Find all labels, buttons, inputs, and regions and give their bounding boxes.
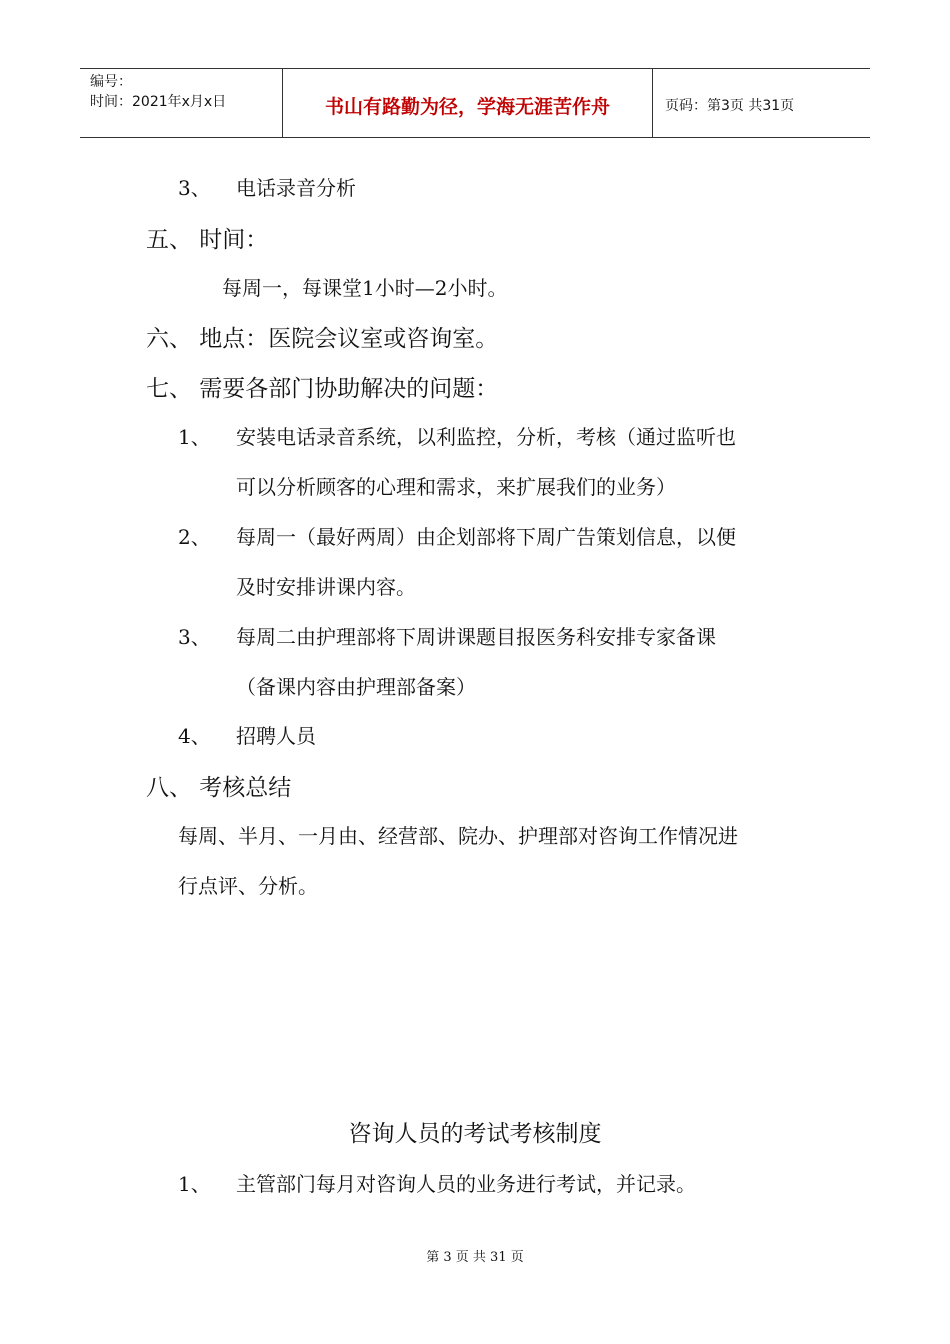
item3-text: 电话录音分析 — [236, 176, 356, 200]
item3-number: 3、 — [178, 176, 211, 200]
exam-item1-text: 主管部门每月对咨询人员的业务进行考试，并记录。 — [236, 1172, 696, 1196]
header-page-info: 页码：第3页 共31页 — [665, 98, 795, 114]
sec7-item2-line2: 及时安排讲课内容。 — [236, 575, 416, 599]
section5-text: 每周一，每课堂1小时—2小时。 — [222, 276, 508, 300]
sec7-item4-number: 4、 — [178, 724, 211, 748]
section-title: 咨询人员的考试考核制度 — [348, 1121, 602, 1147]
header-number-label: 编号： — [90, 74, 132, 90]
exam-item1-number: 1、 — [178, 1172, 211, 1196]
section8-line1: 每周、半月、一月由、经营部、院办、护理部对咨询工作情况进 — [178, 824, 738, 848]
sec7-item3-number: 3、 — [178, 625, 211, 649]
header-meta-cell — [80, 69, 283, 137]
sec7-item1-line2: 可以分析顾客的心理和需求，来扩展我们的业务） — [236, 475, 676, 499]
page-header-table — [80, 68, 870, 138]
header-time-label: 时间：2021年x月x日 — [90, 94, 227, 110]
section6-heading: 六、 地点：医院会议室或咨询室。 — [146, 326, 499, 352]
sec7-item1-number: 1、 — [178, 425, 211, 449]
section7-heading: 七、 需要各部门协助解决的问题： — [146, 376, 499, 402]
page-footer: 第 3 页 共 31 页 — [426, 1250, 524, 1265]
header-motto: 书山有路勤为径，学海无涯苦作舟 — [283, 69, 653, 137]
section8-heading: 八、 考核总结 — [146, 775, 292, 801]
sec7-item2-line1: 每周一（最好两周）由企划部将下周广告策划信息，以便 — [236, 525, 736, 549]
section5-heading: 五、 时间： — [146, 227, 269, 253]
sec7-item1-line1: 安装电话录音系统，以利监控，分析，考核（通过监听也 — [236, 425, 736, 449]
sec7-item3-line2: （备课内容由护理部备案） — [236, 675, 476, 699]
section8-line2: 行点评、分析。 — [178, 874, 318, 898]
sec7-item4-line1: 招聘人员 — [236, 724, 316, 748]
sec7-item3-line1: 每周二由护理部将下周讲课题目报医务科安排专家备课 — [236, 625, 716, 649]
sec7-item2-number: 2、 — [178, 525, 211, 549]
